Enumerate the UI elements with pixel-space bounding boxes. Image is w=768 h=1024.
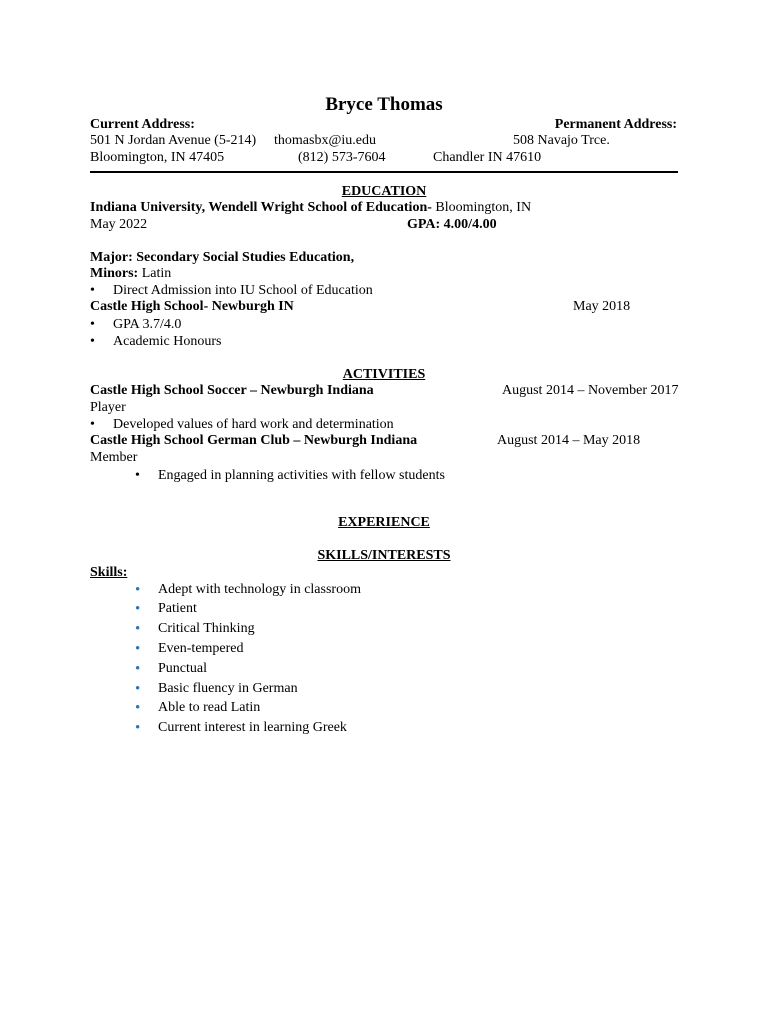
list-item: • Engaged in planning activities with fellow students (158, 468, 445, 484)
list-item: • Developed values of hard work and determination (113, 417, 394, 433)
permanent-city: Chandler IN 47610 (433, 150, 542, 165)
skills-heading: SKILLS/INTERESTS (317, 548, 451, 563)
activity-dates: August 2014 – November 2017 (502, 383, 679, 398)
skill-item: • Even-tempered (158, 641, 244, 657)
minors-value: Latin (138, 266, 172, 281)
skills-label: Skills: (90, 565, 128, 580)
skill-item: • Able to read Latin (158, 700, 260, 716)
current-address-label: Current Address: (90, 117, 195, 132)
permanent-street: 508 Navajo Trce. (513, 133, 610, 148)
current-city: Bloomington, IN 47405 (90, 150, 225, 165)
hs-date: May 2018 (573, 299, 631, 314)
iu-gpa: GPA: 4.00/4.00 (407, 217, 497, 232)
resume-name: Bryce Thomas (325, 94, 443, 115)
hs-name: Castle High School- Newburgh IN (90, 299, 294, 314)
header-divider (90, 171, 678, 173)
major: Major: Secondary Social Studies Education, (90, 250, 355, 265)
minors-line (90, 266, 171, 282)
activity-role: Player (90, 400, 126, 415)
phone: (812) 573-7604 (298, 150, 386, 165)
list-item: • Direct Admission into IU School of Education (113, 283, 373, 299)
iu-line (90, 200, 531, 216)
skill-item: • Current interest in learning Greek (158, 720, 347, 736)
activities-heading: ACTIVITIES (342, 367, 426, 382)
iu-location: Bloomington, IN (431, 200, 532, 215)
minors-label: Minors: (90, 266, 139, 281)
activity-title: Castle High School Soccer – Newburgh Indiana (90, 383, 374, 398)
experience-heading: EXPERIENCE (338, 515, 430, 530)
email: thomasbx@iu.edu (274, 133, 376, 148)
list-item: • GPA 3.7/4.0 (113, 317, 181, 333)
current-street: 501 N Jordan Avenue (5-214) (90, 133, 257, 148)
iu-date: May 2022 (90, 217, 148, 232)
iu-school: Indiana University, Wendell Wright School of Education- (90, 200, 432, 215)
skill-item: • Basic fluency in German (158, 681, 298, 697)
activity-title: Castle High School German Club – Newburgh Indiana (90, 433, 418, 448)
skill-item: • Critical Thinking (158, 621, 255, 637)
permanent-address-label: Permanent Address: (554, 117, 677, 132)
activity-role: Member (90, 450, 138, 465)
activity-dates: August 2014 – May 2018 (497, 433, 641, 448)
skill-item: • Punctual (158, 661, 207, 677)
skill-item: • Adept with technology in classroom (158, 582, 361, 598)
list-item: • Academic Honours (113, 334, 221, 350)
education-heading: EDUCATION (341, 184, 427, 199)
skill-item: • Patient (158, 601, 197, 617)
